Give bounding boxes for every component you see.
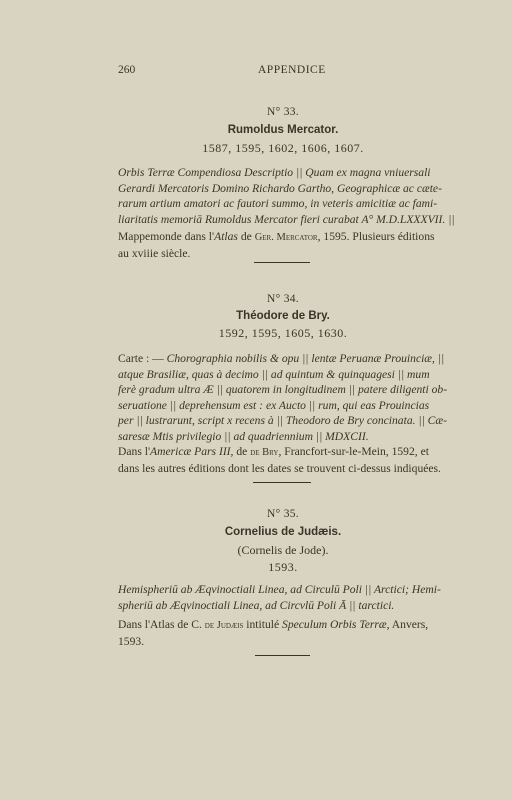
page-number: 260 (118, 64, 136, 76)
entry-34-title-line: saresæ Mtis privilegio || ad quadriennium || MDXCII. (118, 429, 369, 443)
entry-35-author: Cornelius de Judæis. (224, 526, 342, 538)
section-divider (254, 262, 310, 263)
entry-34-note (118, 444, 448, 476)
entry-35-note (118, 617, 448, 649)
entry-33-title-line: Orbis Terræ Compendiosa Descriptio || Quam ex magna vniuersali (118, 166, 431, 179)
entry-33-years: 1587, 1595, 1602, 1606, 1607. (202, 141, 364, 155)
entry-33-note-line: Mappemonde dans l'Atlas de Ger. Mercator, 1595. Plusieurs éditions (118, 230, 435, 243)
running-head: APPENDICE (258, 64, 326, 76)
entry-34-author: Théodore de Bry. (236, 310, 330, 322)
entry-33-note-line: au xviiie siècle. (118, 246, 191, 260)
entry-33-title-line: rarum artium amatori ac fautori summo, in veteris amicitiæ ac fami- (118, 197, 438, 210)
entry-33-title-line: Gerardi Mercatoris Domino Richardo Gartho, Geographicæ ac cæte- (118, 181, 442, 195)
entry-35-years: 1593. (268, 560, 298, 574)
entry-35-number: N° 35. (267, 508, 299, 520)
entry-34-title-line: per || lustrarunt, script x recens à || Theodoro de Bry concinata. || Cæ- (118, 414, 448, 427)
entry-34-title-line: ferè gradum ultra Æ || quatorem in longitudinem || patere diligenti ob- (118, 383, 448, 396)
entry-34-note-line: Dans l'Americæ Pars III, de de Bry, Francfort-sur-le-Mein, 1592, et (118, 445, 429, 458)
entry-34-title-line: seruatione || deprehensum est : ex Aucto || rum, qui eas Prouincias (118, 398, 430, 412)
entry-35-title-line: Hemispheriū ab Æqvinoctiali Linea, ad Circulū Poli || Arctici; Hemi- (118, 583, 441, 596)
entry-33-title (118, 165, 455, 227)
entry-35-note-line: 1593. (118, 634, 145, 648)
entry-33-number: N° 33. (267, 106, 299, 118)
entry-34-note-line: dans les autres éditions dont les dates se trouvent ci-dessus indiquées. (118, 461, 441, 475)
entry-34-number: N° 34. (267, 293, 299, 305)
entry-33-title-line: liaritatis memoriā Rumoldus Mercator fieri curabat A° M.D.LXXXVII. || (118, 212, 455, 226)
section-divider (255, 655, 310, 656)
entry-35-note-line: Dans l'Atlas de C. de Judæis intitulé Speculum Orbis Terræ, Anvers, (118, 618, 429, 631)
page-header (118, 64, 448, 80)
entry-34-years: 1592, 1595, 1605, 1630. (218, 326, 348, 340)
entry-33-author: Rumoldus Mercator. (227, 124, 339, 136)
entry-35-title-line: spheriū ab Æqvinoctiali Linea, ad Circvlū Poli Ā || tarctici. (118, 598, 395, 612)
entry-34-title-line: atque Brasiliæ, quas à decimo || ad quintum & quinquagesi || mum (118, 367, 430, 381)
section-divider (253, 482, 311, 483)
entry-34-title (118, 351, 448, 444)
entry-34-title-line: Carte : — Chorographia nobilis & opu || lentæ Peruanæ Prouinciæ, || (118, 352, 445, 365)
entry-35-alt-name: (Cornelis de Jode). (237, 543, 329, 557)
entry-33-note (118, 229, 448, 261)
entry-35-title (118, 582, 448, 613)
